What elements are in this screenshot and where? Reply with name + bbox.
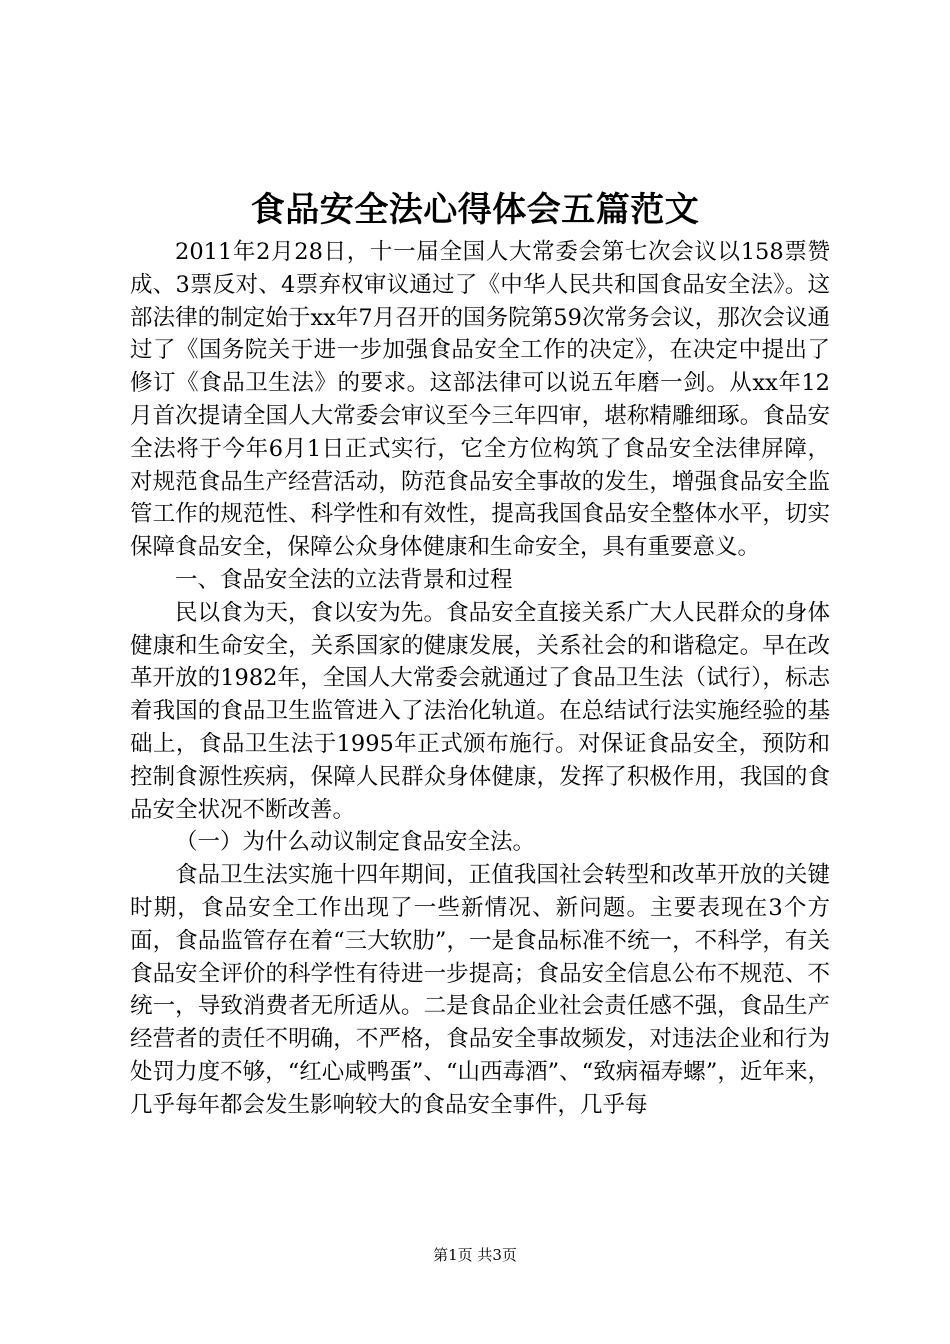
document-body: [130, 236, 830, 1122]
page-number-footer: 第1页 共3页: [433, 1246, 517, 1264]
paragraph-background: 民以食为天，食以安为先。食品安全直接关系广大人民群众的身体健康和生命安全，关系国家的健康发展，关系社会的和谐稳定。早在改革开放的1982年，全国人大常委会就通过了食品卫生法（试行），标志着我国的食品卫生监管进入了法治化轨道。在总结试行法实施经验的基础上，食品卫生法于1995年正式颁布施行。对保证食品安全，预防和控制食源性疾病，保障人民群众身体健康，发挥了积极作用，我国的食品安全状况不断改善。: [130, 599, 830, 823]
document-title: 食品安全法心得体会五篇范文: [250, 190, 700, 230]
section-heading-1: 一、食品安全法的立法背景和过程: [175, 566, 513, 593]
subsection-heading-1: （一）为什么动议制定食品安全法。: [175, 829, 536, 856]
paragraph-intro: 2011年2月28日，十一届全国人大常委会第七次会议以158票赞成、3票反对、4票弃权审议通过了《中华人民共和国食品安全法》。这部法律的制定始于xx年7月召开的国务院第59次常务会议，那次会议通过了《国务院关于进一步加强食品安全工作的决定》，在决定中提出了修订《食品卫生法》的要求。这部法律可以说五年磨一剑。从xx年12月首次提请全国人大常委会审议至今三年四审，堪称精雕细琢。食品安全法将于今年6月1日正式实行，它全方位构筑了食品安全法律屏障，对规范食品生产经营活动，防范食品安全事故的发生，增强食品安全监管工作的规范性、科学性和有效性，提高我国食品安全整体水平，切实保障食品安全，保障公众身体健康和生命安全，具有重要意义。: [130, 239, 830, 561]
paragraph-problems: 食品卫生法实施十四年期间，正值我国社会转型和改革开放的关键时期，食品安全工作出现了一些新情况、新问题。主要表现在3个方面，食品监管存在着“三大软肋”，一是食品标准不统一，不科学，有关食品安全评价的科学性有待进一步提高；食品安全信息公布不规范、不统一，导致消费者无所适从。二是食品企业社会责任感不强，食品生产经营者的责任不明确，不严格，食品安全事故频发，对违法企业和行为处罚力度不够，“红心咸鸭蛋”、“山西毒酒”、“致病福寿螺”，近年来，几乎每年都会发生影响较大的食品安全事件，几乎每: [130, 862, 830, 1118]
